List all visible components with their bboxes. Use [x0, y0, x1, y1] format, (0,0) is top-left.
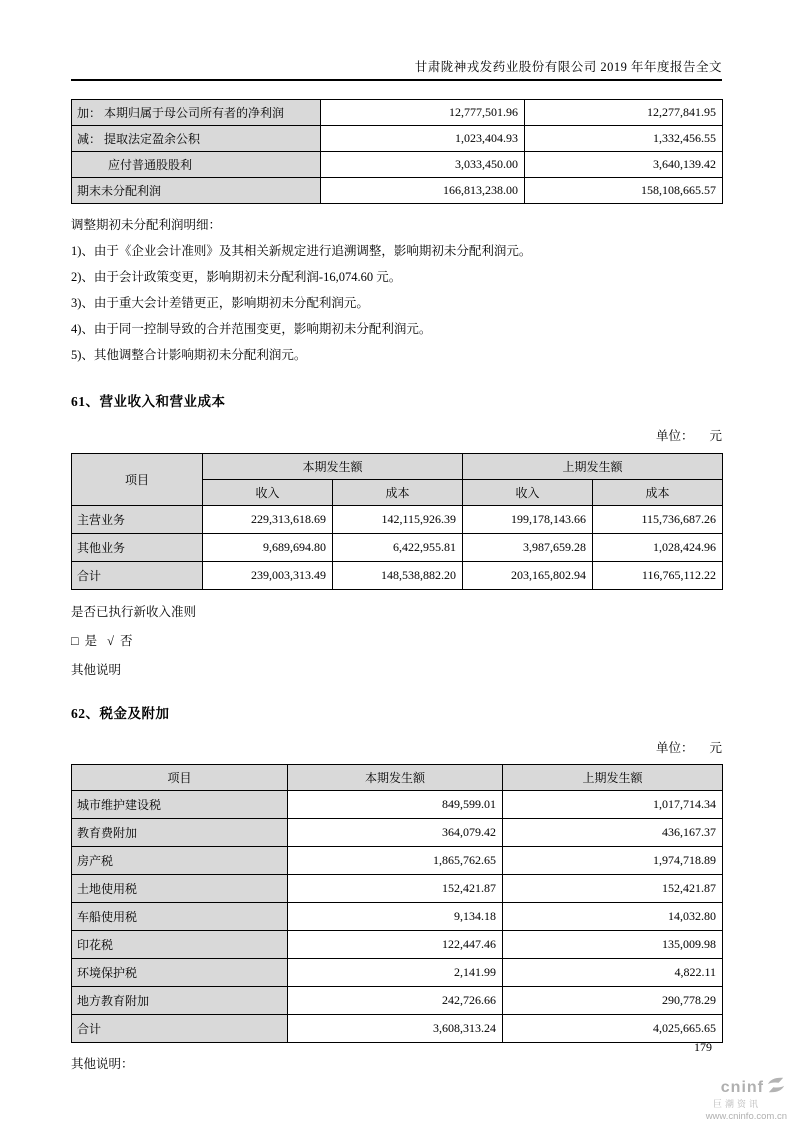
prior-period-value: 152,421.87: [503, 875, 723, 903]
checkmark-icon: √: [107, 634, 114, 648]
current-period-value: 849,599.01: [288, 791, 503, 819]
prior-period-value: 436,167.37: [503, 819, 723, 847]
prior-income-value: 3,987,659.28: [463, 534, 593, 562]
table-row: [72, 506, 723, 534]
page-content: [71, 0, 722, 1072]
prior-period-value: 14,032.80: [503, 903, 723, 931]
table-row: [72, 903, 723, 931]
page-number: 179: [694, 1040, 712, 1054]
option-yes-label: 是: [84, 634, 98, 648]
report-title: 甘肃陇神戎发药业股份有限公司 2019 年年度报告全文: [414, 60, 722, 74]
row-label: 车船使用税: [72, 903, 288, 931]
row-label: 期末未分配利润: [72, 178, 321, 204]
current-period-value: 9,134.18: [288, 903, 503, 931]
row-label: 应付普通股股利: [72, 152, 321, 178]
row-label: 环境保护税: [72, 959, 288, 987]
current-income-value: 229,313,618.69: [203, 506, 333, 534]
table-row: [72, 562, 723, 590]
prior-period-value: 3,640,139.42: [525, 152, 723, 178]
prior-period-value: 4,025,665.65: [503, 1015, 723, 1043]
table-row: [72, 931, 723, 959]
cninfo-url: www.cninfo.com.cn: [705, 1111, 787, 1122]
column-header-cost: 成本: [333, 480, 463, 506]
prior-period-value: 290,778.29: [503, 987, 723, 1015]
other-note-61: 其他说明: [71, 663, 122, 677]
table-row: [72, 178, 723, 204]
header-row: [72, 454, 723, 480]
row-label: 主营业务: [72, 506, 203, 534]
cninfo-brand-row: [667, 1076, 787, 1099]
adjustment-note-2: 2)、由于会计政策变更，影响期初未分配利润-16,074.60 元。: [71, 270, 402, 284]
current-cost-value: 6,422,955.81: [333, 534, 463, 562]
document-header: [71, 0, 722, 81]
unit-value: 元: [709, 741, 722, 755]
current-period-value: 166,813,238.00: [321, 178, 525, 204]
current-period-value: 242,726.66: [288, 987, 503, 1015]
taxes-surcharges-table: [71, 764, 723, 1043]
row-label: 其他业务: [72, 534, 203, 562]
prior-period-value: 1,017,714.34: [503, 791, 723, 819]
table-row: [72, 791, 723, 819]
column-header-income: 收入: [463, 480, 593, 506]
cninfo-swirl-icon: [765, 1076, 787, 1099]
unit-line-61: [71, 426, 722, 444]
option-no-label: 否: [119, 634, 133, 648]
column-header-cost: 成本: [593, 480, 723, 506]
table-row: [72, 875, 723, 903]
prior-income-value: 203,165,802.94: [463, 562, 593, 590]
unit-line-62: [71, 738, 722, 756]
table-row: [72, 959, 723, 987]
row-label: 合计: [72, 1015, 288, 1043]
table-row: [72, 126, 723, 152]
table-row: [72, 847, 723, 875]
prior-cost-value: 116,765,112.22: [593, 562, 723, 590]
row-label: 教育费附加: [72, 819, 288, 847]
row-label: 加： 本期归属于母公司所有者的净利润: [72, 100, 321, 126]
table-row: [72, 1015, 723, 1043]
current-cost-value: 142,115,926.39: [333, 506, 463, 534]
current-period-value: 3,033,450.00: [321, 152, 525, 178]
new-revenue-standard-answer: [71, 631, 722, 649]
section-61-heading: 61、营业收入和营业成本: [71, 394, 226, 409]
table-row: [72, 819, 723, 847]
column-header-current: 本期发生额: [288, 765, 503, 791]
current-period-value: 1,023,404.93: [321, 126, 525, 152]
row-label: 房产税: [72, 847, 288, 875]
row-label: 减： 提取法定盈余公积: [72, 126, 321, 152]
column-header-current: 本期发生额: [203, 454, 463, 480]
current-period-value: 1,865,762.65: [288, 847, 503, 875]
current-period-value: 152,421.87: [288, 875, 503, 903]
row-label: 合计: [72, 562, 203, 590]
column-header-item: 项目: [72, 765, 288, 791]
retained-earnings-table: [71, 99, 723, 204]
column-header-prior: 上期发生额: [463, 454, 723, 480]
cninfo-logo: [667, 1076, 787, 1122]
prior-income-value: 199,178,143.66: [463, 506, 593, 534]
table-row: [72, 534, 723, 562]
row-label: 印花税: [72, 931, 288, 959]
row-label: 城市维护建设税: [72, 791, 288, 819]
section-62-heading: 62、税金及附加: [71, 706, 170, 721]
prior-cost-value: 1,028,424.96: [593, 534, 723, 562]
prior-period-value: 12,277,841.95: [525, 100, 723, 126]
cninfo-brand-text: cninf: [720, 1078, 764, 1096]
column-header-item: 项目: [72, 454, 203, 506]
adjustment-note-1: 1)、由于《企业会计准则》及其相关新规定进行追溯调整，影响期初未分配利润元。: [71, 244, 532, 258]
revenue-cost-table: [71, 453, 723, 590]
current-income-value: 9,689,694.80: [203, 534, 333, 562]
prior-period-value: 135,009.98: [503, 931, 723, 959]
adjustment-note-5: 5)、其他调整合计影响期初未分配利润元。: [71, 348, 307, 362]
table-row: [72, 100, 723, 126]
checkbox-unchecked-icon: □: [71, 634, 79, 648]
unit-value: 元: [709, 429, 722, 443]
current-period-value: 3,608,313.24: [288, 1015, 503, 1043]
row-label: 土地使用税: [72, 875, 288, 903]
current-income-value: 239,003,313.49: [203, 562, 333, 590]
table-row: [72, 152, 723, 178]
unit-label: 单位：: [655, 741, 694, 755]
current-period-value: 12,777,501.96: [321, 100, 525, 126]
unit-label: 单位：: [655, 429, 694, 443]
prior-period-value: 1,974,718.89: [503, 847, 723, 875]
prior-cost-value: 115,736,687.26: [593, 506, 723, 534]
adjustment-note-3: 3)、由于重大会计差错更正，影响期初未分配利润元。: [71, 296, 369, 310]
prior-period-value: 4,822.11: [503, 959, 723, 987]
cninfo-brand-chinese: 巨潮资讯: [712, 1099, 761, 1109]
adjustment-note-4: 4)、由于同一控制导致的合并范围变更，影响期初未分配利润元。: [71, 322, 432, 336]
column-header-income: 收入: [203, 480, 333, 506]
current-cost-value: 148,538,882.20: [333, 562, 463, 590]
header-row: [72, 765, 723, 791]
prior-period-value: 158,108,665.57: [525, 178, 723, 204]
prior-period-value: 1,332,456.55: [525, 126, 723, 152]
current-period-value: 2,141.99: [288, 959, 503, 987]
current-period-value: 122,447.46: [288, 931, 503, 959]
current-period-value: 364,079.42: [288, 819, 503, 847]
row-label: 地方教育附加: [72, 987, 288, 1015]
column-header-prior: 上期发生额: [503, 765, 723, 791]
table-row: [72, 987, 723, 1015]
new-revenue-standard-question: 是否已执行新收入准则: [71, 605, 197, 619]
other-note-62: 其他说明：: [71, 1057, 134, 1071]
adjustment-detail-title: 调整期初未分配利润明细：: [71, 218, 222, 232]
